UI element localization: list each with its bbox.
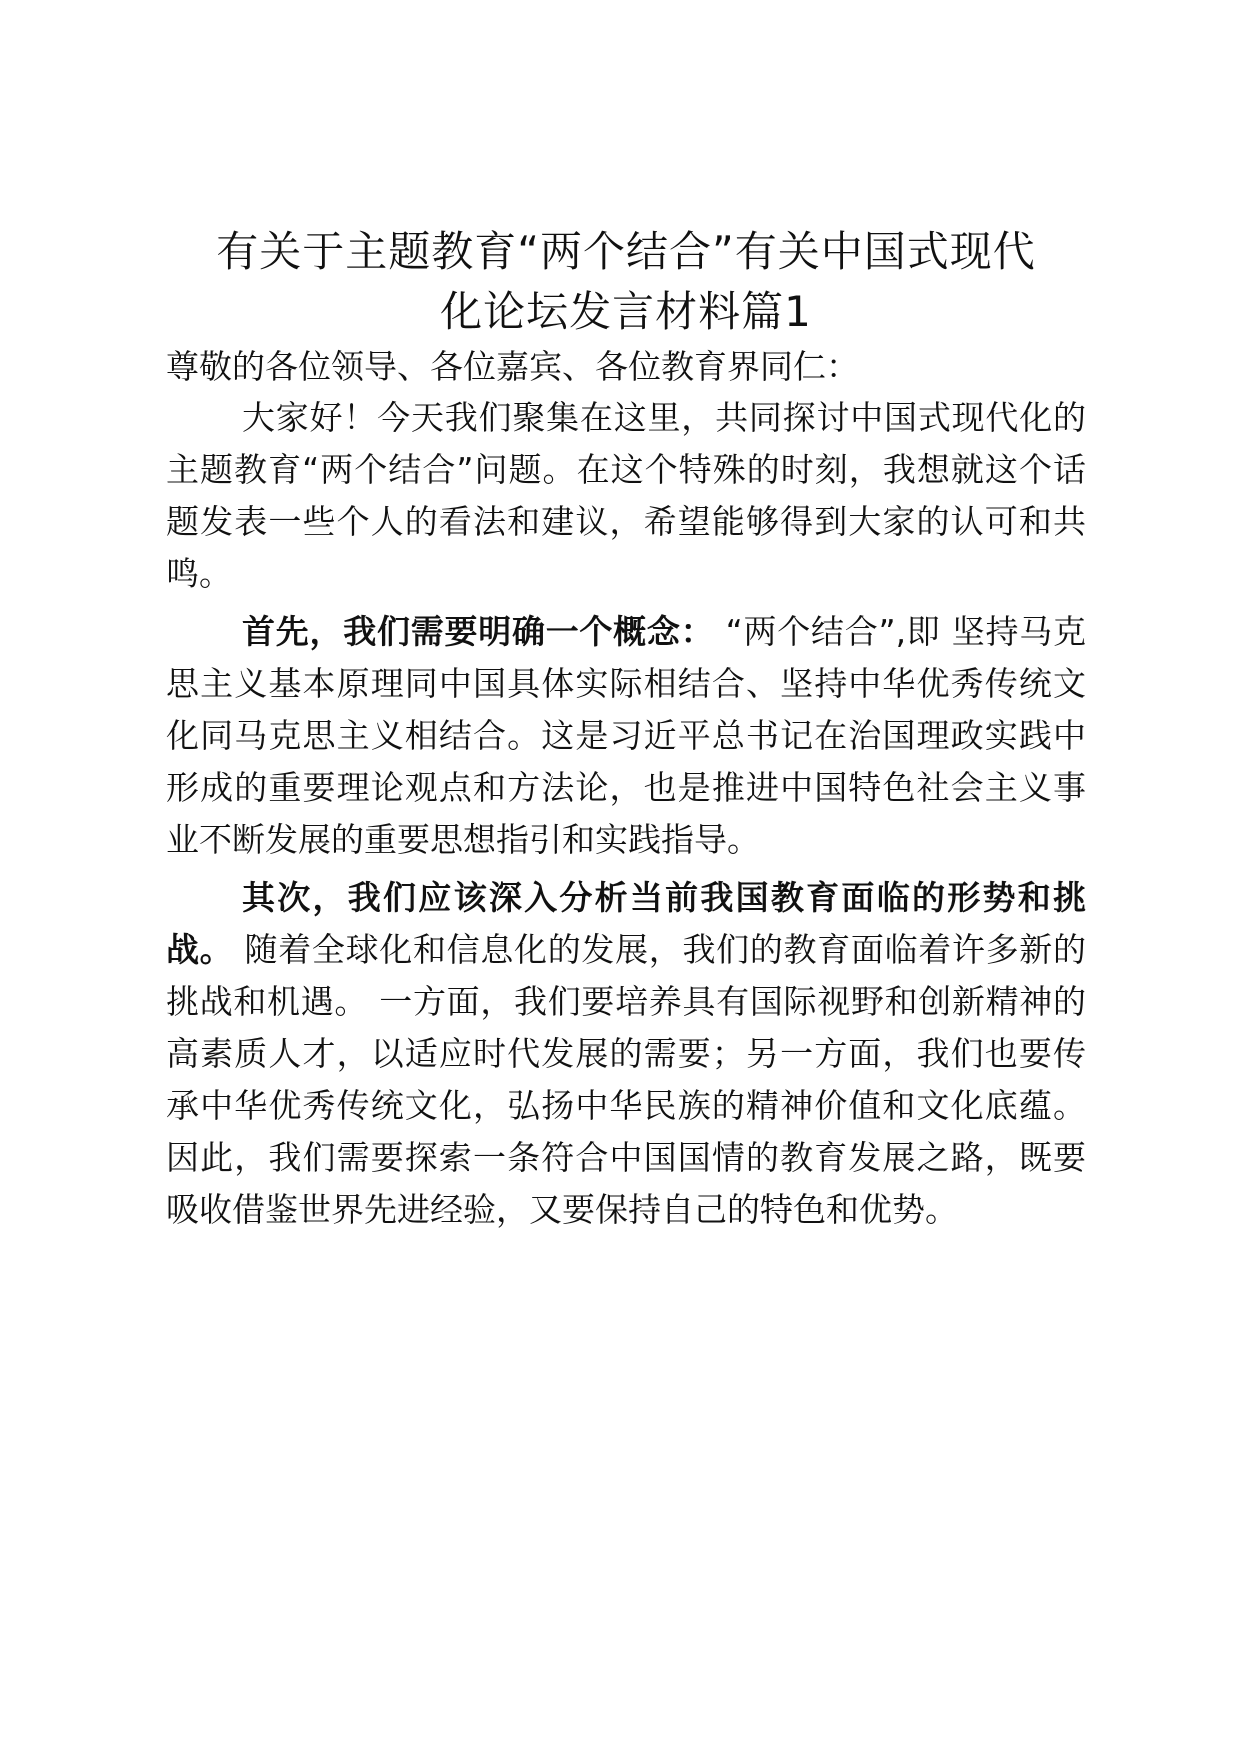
paragraph-text: 大家好！今天我们聚集在这里，共同探讨中国式现代化的主题教育“两个结合”问题。在这个特殊的时刻，我想就这个话题发表一些个人的看法和建议，希望能够得到大家的认可和共鸣。 [166, 398, 1086, 593]
paragraph-concept [166, 606, 1086, 866]
document-title [166, 222, 1086, 342]
title-line-1: 有关于主题教育“两个结合”有关中国式现代 [216, 227, 1036, 276]
paragraph-lead: 首先，我们需要明确一个概念： [242, 612, 715, 651]
paragraph-challenges [166, 872, 1086, 1236]
paragraph-text: “两个结合”,即 坚持马克思主义基本原理同中国具体实际相结合、坚持中华优秀传统文化同马克思主义相结合。这是习近平总书记在治国理政实践中形成的重要理论观点和方法论，也是推进中国特色社会主义事业不断发展的重要思想指引和实践指导。 [166, 612, 1087, 859]
paragraph-greeting [166, 392, 1086, 600]
title-line-2: 化论坛发言材料篇1 [440, 287, 812, 336]
paragraph-lead: 其次，我们应该深入分析当前我国教育面临的形势和挑战。 [166, 878, 1086, 969]
paragraph-text: 随着全球化和信息化的发展，我们的教育面临着许多新的挑战和机遇。 一方面，我们要培养具有国际视野和创新精神的高素质人才，以适应时代发展的需要；另一方面，我们也要传承中华优秀传统文化，弘扬中华民族的精神价值和文化底蕴。因此，我们需要探索一条符合中国国情的教育发展之路，既要吸收借鉴世界先进经验，又要保持自己的特色和优势。 [166, 930, 1086, 1229]
salutation: 尊敬的各位领导、各位嘉宾、各位教育界同仁： [166, 347, 859, 386]
document-page [166, 222, 1086, 1236]
